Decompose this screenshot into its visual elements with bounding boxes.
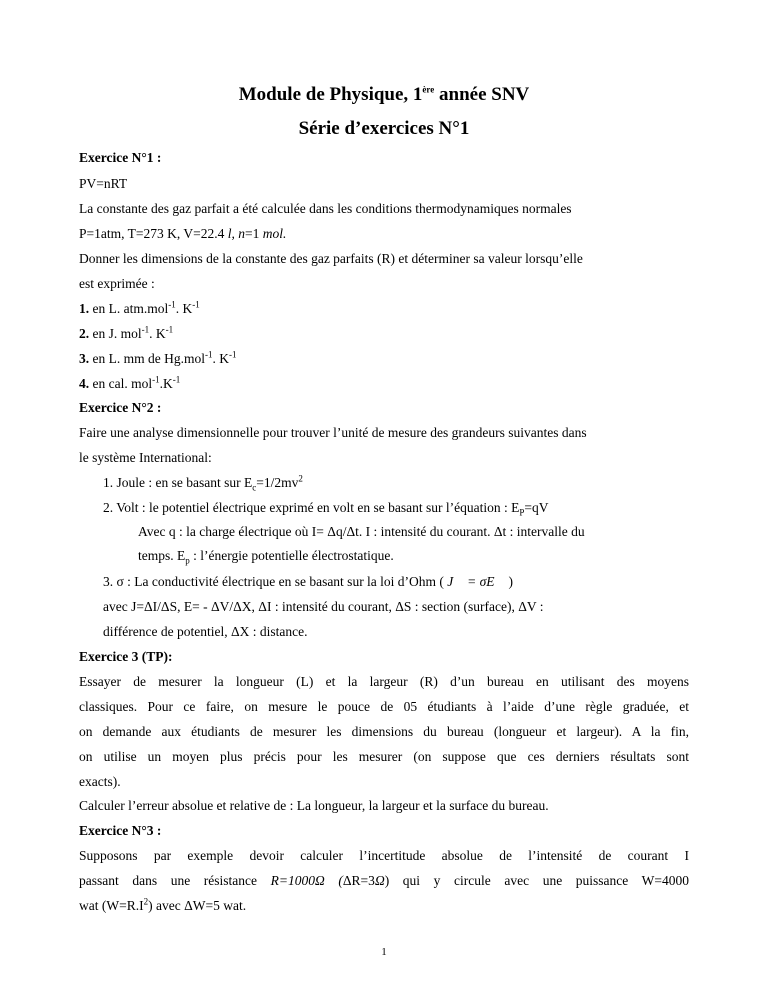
exercise-1-text-2: Donner les dimensions de la constante des gaz parfaits (R) et déterminer sa valeur lorsqu’elle <box>79 251 583 266</box>
exercise-2-item-2-detail-2: temps. $E_p$ : l’énergie potentielle électrostatique. <box>138 548 394 566</box>
exercise-1-text-3: est exprimée : <box>79 276 155 291</box>
title-text-end: année SNV <box>434 84 530 105</box>
exercise-3-text-2: classiques. Pour ce faire, on mesure le pouce de 05 étudiants à l’aide d’une règle graduée, et <box>79 699 689 714</box>
exercise-4-text-3: wat $(W=R.I^2)$ avec ΔW=5 wat. <box>79 896 247 913</box>
conditions-text-2: =1 <box>245 226 263 241</box>
exercise-2-item-3-detail: avec J=ΔI/ΔS, E= - ΔV/ΔX, ΔI : intensité du courant, ΔS : section (surface), ΔV : <box>103 599 544 614</box>
exercise-1-item-1: 1. en L. atm.mol$^{-1}$. $K^{-1}$ <box>79 299 200 316</box>
exercise-2-item-2: 2. Volt : le potentiel électrique exprimé en volt en se basant sur l’équation : $E_P=qV$ <box>103 500 549 518</box>
exercise-3-heading: Exercice 3 (TP): <box>79 649 173 664</box>
document-subtitle: Série d’exercices N°1 <box>298 118 470 139</box>
exercise-1-text-1: La constante des gaz parfait a été calculée dans les conditions thermodynamiques normales <box>79 201 572 216</box>
exercise-1-conditions <box>79 226 286 242</box>
exercise-1-formula: PV=nRT <box>79 176 128 191</box>
exercise-1-item-2: 2. en J. mol$^{-1}$. $K^{-1}$ <box>79 324 174 341</box>
exercise-2-item-2-detail: Avec q : la charge électrique où I= Δq/Δt. I : intensité du courant. Δt : intervalle du <box>138 524 585 539</box>
exercise-4-heading: Exercice N°3 : <box>79 823 162 838</box>
ohm-law-formula: J⃗ = σE⃗ <box>447 574 506 589</box>
exercise-2-text-1: Faire une analyse dimensionnelle pour trouver l’unité de mesure des grandeurs suivantes dans <box>79 425 587 440</box>
exercise-4-text-1: Supposons par exemple devoir calculer l’incertitude absolue de l’intensité de courant I <box>79 848 689 863</box>
exercise-1-item-4: 4. en cal. $mol^{-1}.K^{-1}$ <box>79 374 181 391</box>
conditions-text: P=1atm, T=273 K, V=22.4 <box>79 226 228 241</box>
exercise-1-heading: Exercice N°1 : <box>79 150 162 165</box>
exercise-3-text-3: on demande aux étudiants de mesurer les dimensions du bureau (longueur et largeur). A la fin, <box>79 724 689 739</box>
page-number: 1 <box>381 946 387 958</box>
title-superscript: ère <box>422 84 435 95</box>
exercise-2-item-3: 3. σ : La conductivité électrique en se basant sur la loi d’Ohm ( J⃗ = σE⃗ ) <box>103 574 513 589</box>
exercise-2-item-3-detail-2: différence de potentiel, ΔX : distance. <box>103 624 308 639</box>
document-title <box>0 84 768 106</box>
conditions-italic-2: mol. <box>262 226 287 241</box>
exercise-1-item-3: 3. en L. mm de Hg.mol$^{-1}$. $K^{-1}$ <box>79 349 237 366</box>
conditions-italic-1: l, n <box>227 226 245 241</box>
exercise-3-text-5: exacts). <box>79 774 121 789</box>
exercise-3-text-6: Calculer l’erreur absolue et relative de : La longueur, la largeur et la surface du bureau. <box>79 798 549 813</box>
exercise-3-text-4: on utilise un moyen plus précis pour les mesurer (on suppose que ces derniers résultats sont <box>79 749 689 764</box>
exercise-2-heading: Exercice N°2 : <box>79 400 162 415</box>
exercise-3-text-1: Essayer de mesurer la longueur (L) et la largeur (R) d’un bureau en utilisant des moyens <box>79 674 689 689</box>
exercise-4-text-2: passant dans une résistance R=1000Ω (ΔR=3Ω) qui y circule avec une puissance W=4000 <box>79 873 689 888</box>
title-text: Module de Physique, 1 <box>238 84 423 105</box>
exercise-2-item-1: 1. Joule : en se basant sur $E_c=1/2mv^2$ <box>103 473 303 493</box>
exercise-2-text-2: le système International: <box>79 450 212 465</box>
